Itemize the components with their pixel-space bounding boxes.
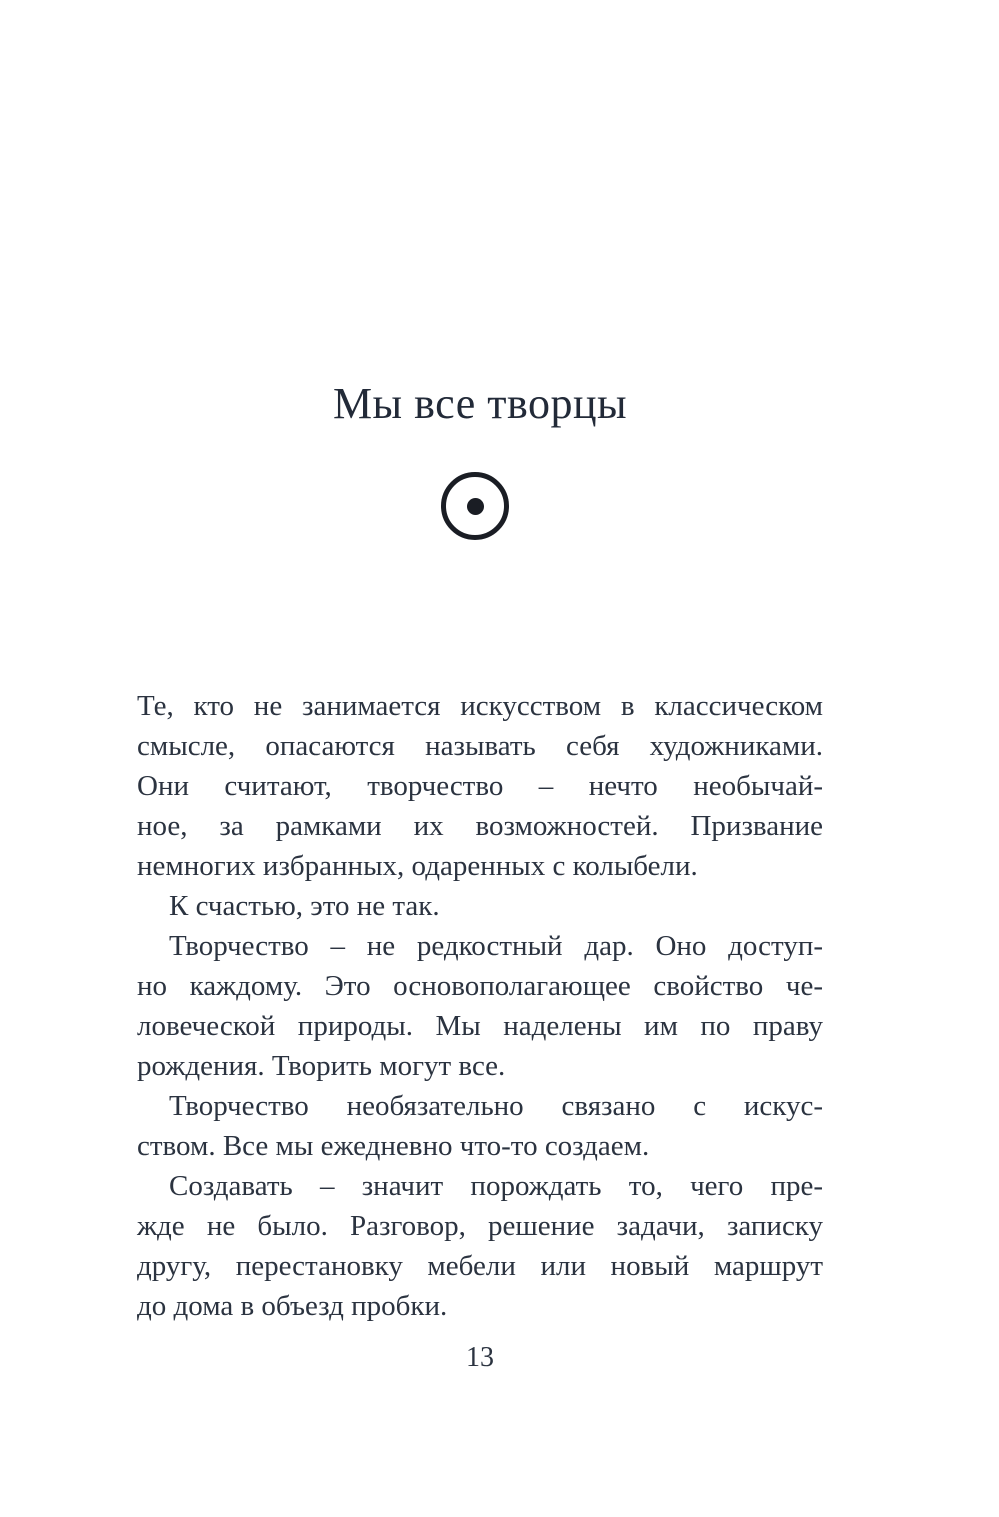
paragraph: [137, 1086, 823, 1166]
text-line: ством. Все мы ежедневно что-то создаем.: [137, 1130, 650, 1162]
chapter-title: Мы все творцы: [332, 379, 628, 428]
text-line: рождения. Творить могут все.: [137, 1050, 506, 1082]
ornament-center-dot: [467, 498, 484, 515]
text-line: К счастью, это не так.: [169, 890, 440, 922]
text-line: немногих избранных, одаренных с колыбели.: [137, 850, 698, 882]
circled-dot-icon: [441, 472, 509, 540]
text-line: смысле, опасаются называть себя художниками.: [137, 730, 823, 762]
paragraph: [137, 686, 823, 886]
text-line: Творчество необязательно связано с искус-: [169, 1090, 823, 1122]
text-line: Творчество – не редкостный дар. Оно доступ-: [169, 930, 823, 962]
text-line: ное, за рамками их возможностей. Призвание: [137, 810, 823, 842]
text-line: ловеческой природы. Мы наделены им по праву: [137, 1010, 823, 1042]
paragraph: [137, 1166, 823, 1326]
text-line: Они считают, творчество – нечто необычай-: [137, 770, 823, 802]
text-line: Создавать – значит порождать то, чего пре-: [169, 1170, 823, 1202]
text-line: жде не было. Разговор, решение задачи, записку: [137, 1210, 823, 1242]
text-line: до дома в объезд пробки.: [137, 1290, 448, 1322]
text-line: другу, перестановку мебели или новый маршрут: [137, 1250, 823, 1282]
chapter-body: [137, 686, 823, 1326]
text-line: Те, кто не занимается искусством в классическом: [137, 690, 823, 722]
paragraph: [137, 886, 823, 926]
paragraph: [137, 926, 823, 1086]
page-number: 13: [466, 1342, 494, 1373]
text-line: но каждому. Это основополагающее свойство че-: [137, 970, 823, 1002]
